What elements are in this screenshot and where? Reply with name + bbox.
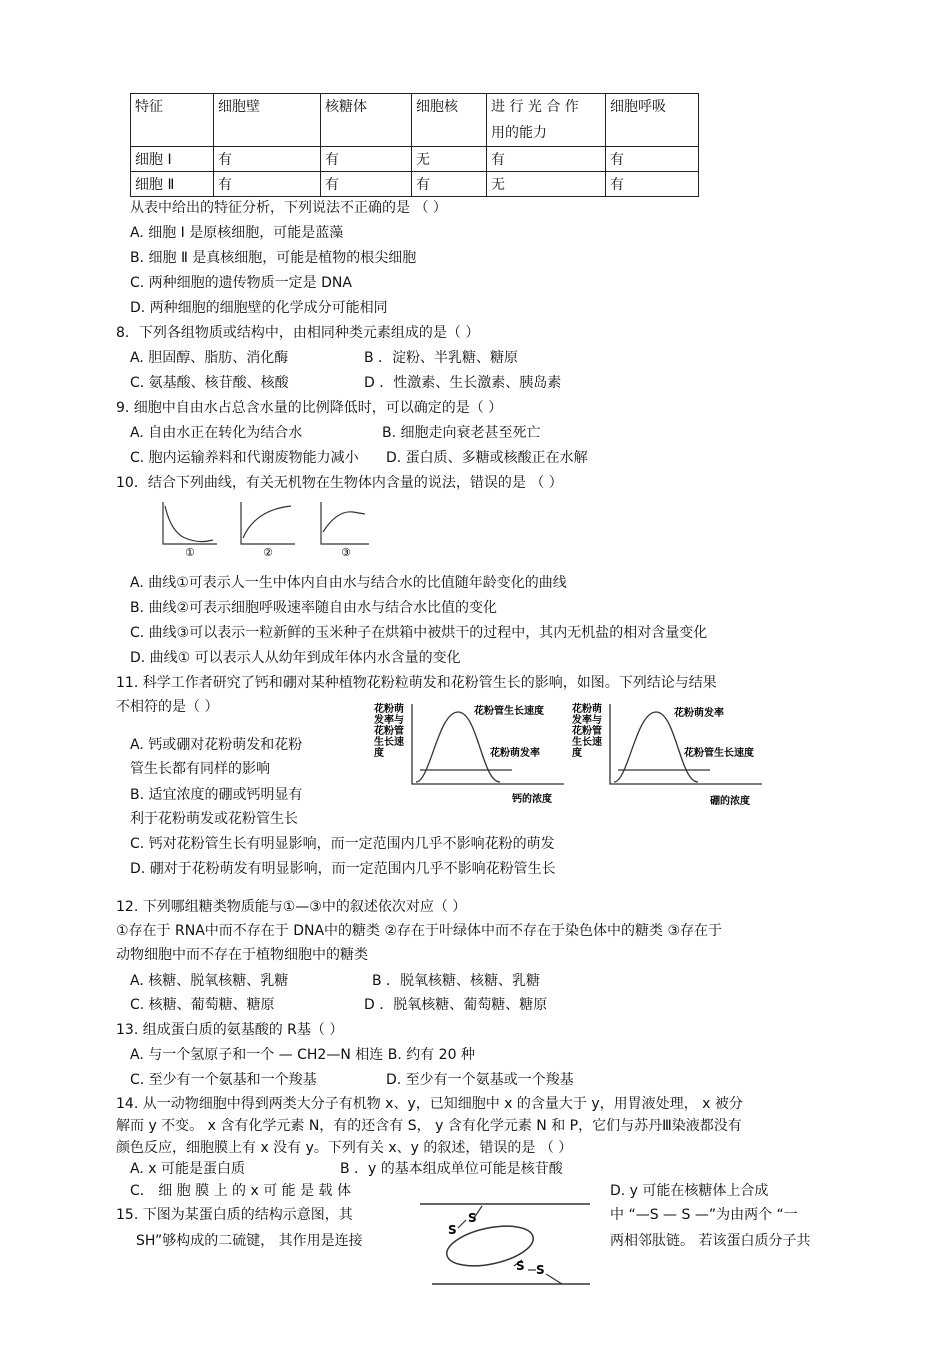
q10-option-d: D. 曲线① 可以表示人从幼年到成年体内水含量的变化 [130, 650, 461, 666]
table-row [131, 147, 699, 172]
q14-line1: 14. 从一动物细胞中得到两类大分子有机物 x、y，已知细胞中 x 的含量大于 y，用胃液处理， x 被分 [116, 1096, 743, 1112]
table-cell: 细胞 Ⅰ [131, 147, 214, 172]
sulfur-label: S [516, 1259, 525, 1273]
graph-label-2: ② [263, 546, 273, 559]
q14-option-d: D. y 可能在核糖体上合成 [610, 1183, 769, 1199]
table-cell: 有 [214, 172, 321, 197]
q12-option-a: A. 核糖、脱氧核糖、乳糖 [130, 973, 289, 989]
chart1-ylabel: 发率与 [374, 715, 404, 726]
chart1-flat-label: 花粉萌发率 [490, 748, 540, 759]
chart1-xlabel: 钙的浓度 [512, 794, 552, 805]
chart1-curve-label: 花粉管生长速度 [474, 706, 544, 717]
sulfur-label: S [448, 1223, 457, 1237]
graph-label-3: ③ [341, 546, 351, 559]
q14-option-b: B ．y 的基本组成单位可能是核苷酸 [340, 1161, 563, 1177]
chart2-ylabel: 发率与 [572, 715, 602, 726]
table-cell: 无 [487, 172, 606, 197]
q11-stem-line2: 不相符的是（ ） [116, 699, 219, 715]
table-header-cell: 核糖体 [321, 94, 412, 147]
chart1-curve [416, 712, 500, 782]
q11-option-a-line2: 管生长都有同样的影响 [130, 761, 270, 777]
q10-option-c: C. 曲线③可以表示一粒新鲜的玉米种子在烘箱中被烘干的过程中，其内无机盐的相对含量变化 [130, 625, 708, 641]
q15-right-line2: 两相邻肽链。 若该蛋白质分子共 [610, 1233, 811, 1249]
table-header-text: 用的能力 [491, 125, 547, 141]
q7-option-a: A. 细胞 Ⅰ 是原核细胞，可能是蓝藻 [130, 225, 344, 241]
table-header-cell: 特征 [131, 94, 214, 147]
q11-option-a-line1: A. 钙或硼对花粉萌发和花粉 [130, 737, 303, 753]
chart1-ylabel: 度 [374, 748, 384, 759]
q13-option-c: C. 至少有一个氨基和一个羧基 [130, 1072, 317, 1088]
sulfur-label: S [536, 1263, 545, 1277]
feature-table [130, 93, 699, 197]
q14-option-c: C． 细 胞 膜 上 的 x 可 能 是 载 体 [130, 1183, 352, 1199]
table-header-text: 进 行 光 合 作 [491, 99, 579, 115]
sulfur-label: S [468, 1211, 477, 1225]
q12-option-c: C. 核糖、葡萄糖、糖原 [130, 997, 275, 1013]
graph-1 [163, 502, 217, 544]
q11-option-b-line1: B. 适宜浓度的硼或钙明显有 [130, 787, 303, 803]
q14-line3: 颜色反应，细胞膜上有 x 没有 y。下列有关 x、y 的叙述，错误的是 （ ） [116, 1140, 573, 1156]
q9-option-c: C. 胞内运输养料和代谢废物能力减小 [130, 450, 359, 466]
chart2-curve-label: 花粉萌发率 [674, 708, 724, 719]
table-header-cell [487, 94, 606, 147]
table-cell: 有 [214, 147, 321, 172]
q15-left-line1: 15. 下图为某蛋白质的结构示意图，其 [116, 1207, 353, 1223]
table-cell: 无 [412, 147, 487, 172]
table-header-cell: 细胞呼吸 [606, 94, 699, 147]
q15-left-line2: SH”够构成的二硫键， 其作用是连接 [136, 1233, 363, 1249]
q8-option-d: D ．性激素、生长激素、胰岛素 [364, 375, 562, 391]
q9-option-b: B. 细胞走向衰老甚至死亡 [382, 425, 541, 441]
graph-2 [241, 502, 295, 544]
q13-option-ab: A. 与一个氢原子和一个 — CH2—N 相连 B. 约有 20 种 [130, 1047, 475, 1063]
q12-line1: ①存在于 RNA中而不存在于 DNA中的糖类 ②存在于叶绿体中而不存在于染色体中的糖类 ③存在于 [116, 923, 723, 939]
chart1-ylabel: 花粉管 [374, 726, 404, 737]
chart1-ylabel: 生长速 [374, 737, 404, 748]
q7-option-d: D. 两种细胞的细胞壁的化学成分可能相同 [130, 300, 388, 316]
graph-label-1: ① [185, 546, 195, 559]
q11-option-b-line2: 利于花粉萌发或花粉管生长 [130, 811, 298, 827]
table-cell: 有 [412, 172, 487, 197]
q10-option-b: B. 曲线②可表示细胞呼吸速率随自由水与结合水比值的变化 [130, 600, 498, 616]
q12-stem: 12. 下列哪组糖类物质能与①—③中的叙述依次对应（ ） [116, 899, 467, 915]
q11-option-d: D. 硼对于花粉萌发有明显影响，而一定范围内几乎不影响花粉管生长 [130, 861, 556, 877]
q10-curve-graphs [155, 498, 370, 560]
q11-chart-calcium [372, 700, 572, 812]
q12-option-d: D ．脱氧核糖、葡萄糖、糖原 [364, 997, 548, 1013]
table-cell: 有 [487, 147, 606, 172]
q9-stem: 9. 细胞中自由水占总含水量的比例降低时，可以确定的是（ ） [116, 400, 503, 416]
q12-option-b: B ．脱氧核糖、核糖、乳糖 [372, 973, 541, 989]
q11-option-c: C. 钙对花粉管生长有明显影响，而一定范围内几乎不影响花粉的萌发 [130, 836, 555, 852]
table-header-row [131, 94, 699, 147]
q12-line2: 动物细胞中而不存在于植物细胞中的糖类 [116, 947, 368, 963]
q8-option-c: C. 氨基酸、核苷酸、核酸 [130, 375, 289, 391]
table-cell: 有 [606, 147, 699, 172]
q8-option-b: B ．淀粉、半乳糖、糖原 [364, 350, 519, 366]
chart2-ylabel: 生长速 [572, 737, 602, 748]
q11-chart-boron [570, 700, 770, 812]
q10-stem: 10．结合下列曲线，有关无机物在生物体内含量的说法，错误的是 （ ） [116, 475, 563, 491]
chart1-ylabel: 花粉萌 [374, 704, 404, 715]
table-cell: 细胞 Ⅱ [131, 172, 214, 197]
q9-option-d: D. 蛋白质、多糖或核酸正在水解 [386, 450, 588, 466]
table-cell: 有 [321, 147, 412, 172]
q15-right-line1: 中 “—S — S —”为由两个 “一 [610, 1207, 798, 1223]
chart2-ylabel: 度 [572, 748, 582, 759]
q8-stem: 8．下列各组物质或结构中，由相同种类元素组成的是（ ） [116, 325, 480, 341]
q13-stem: 13. 组成蛋白质的氨基酸的 R基（ ） [116, 1022, 344, 1038]
q9-option-a: A. 自由水正在转化为结合水 [130, 425, 303, 441]
q7-option-b: B. 细胞 Ⅱ 是真核细胞，可能是植物的根尖细胞 [130, 250, 417, 266]
q7-stem: 从表中给出的特征分析，下列说法不正确的是 （ ） [130, 200, 447, 216]
chart2-ylabel: 花粉萌 [572, 704, 602, 715]
q7-option-c: C. 两种细胞的遗传物质一定是 DNA [130, 275, 352, 291]
table-row [131, 172, 699, 197]
disulfide-bond-line [458, 1220, 466, 1228]
chart2-xlabel: 硼的浓度 [710, 796, 750, 807]
q13-option-d: D. 至少有一个氨基或一个羧基 [386, 1072, 574, 1088]
chart2-flat-label: 花粉管生长速度 [684, 748, 754, 759]
chart2-ylabel: 花粉管 [572, 726, 602, 737]
table-cell: 有 [606, 172, 699, 197]
disulfide-bond-line [546, 1274, 562, 1284]
protein-structure-diagram [418, 1196, 598, 1290]
q10-option-a: A. 曲线①可表示人一生中体内自由水与结合水的比值随年龄变化的曲线 [130, 575, 567, 591]
graph-3 [321, 502, 369, 544]
table-header-cell: 细胞核 [412, 94, 487, 147]
table-header-cell: 细胞壁 [214, 94, 321, 147]
q11-stem-line1: 11. 科学工作者研究了钙和硼对某种植物花粉粒萌发和花粉管生长的影响，如图。下列结论与结果 [116, 675, 717, 691]
q8-option-a: A. 胆固醇、脂肪、消化酶 [130, 350, 289, 366]
chart2-curve [614, 712, 698, 782]
q14-option-a: A. x 可能是蛋白质 [130, 1161, 245, 1177]
table-cell: 有 [321, 172, 412, 197]
q14-line2: 解而 y 不变。 x 含有化学元素 N，有的还含有 S， y 含有化学元素 N 和 P，它们与苏丹Ⅲ染液都没有 [116, 1118, 742, 1134]
